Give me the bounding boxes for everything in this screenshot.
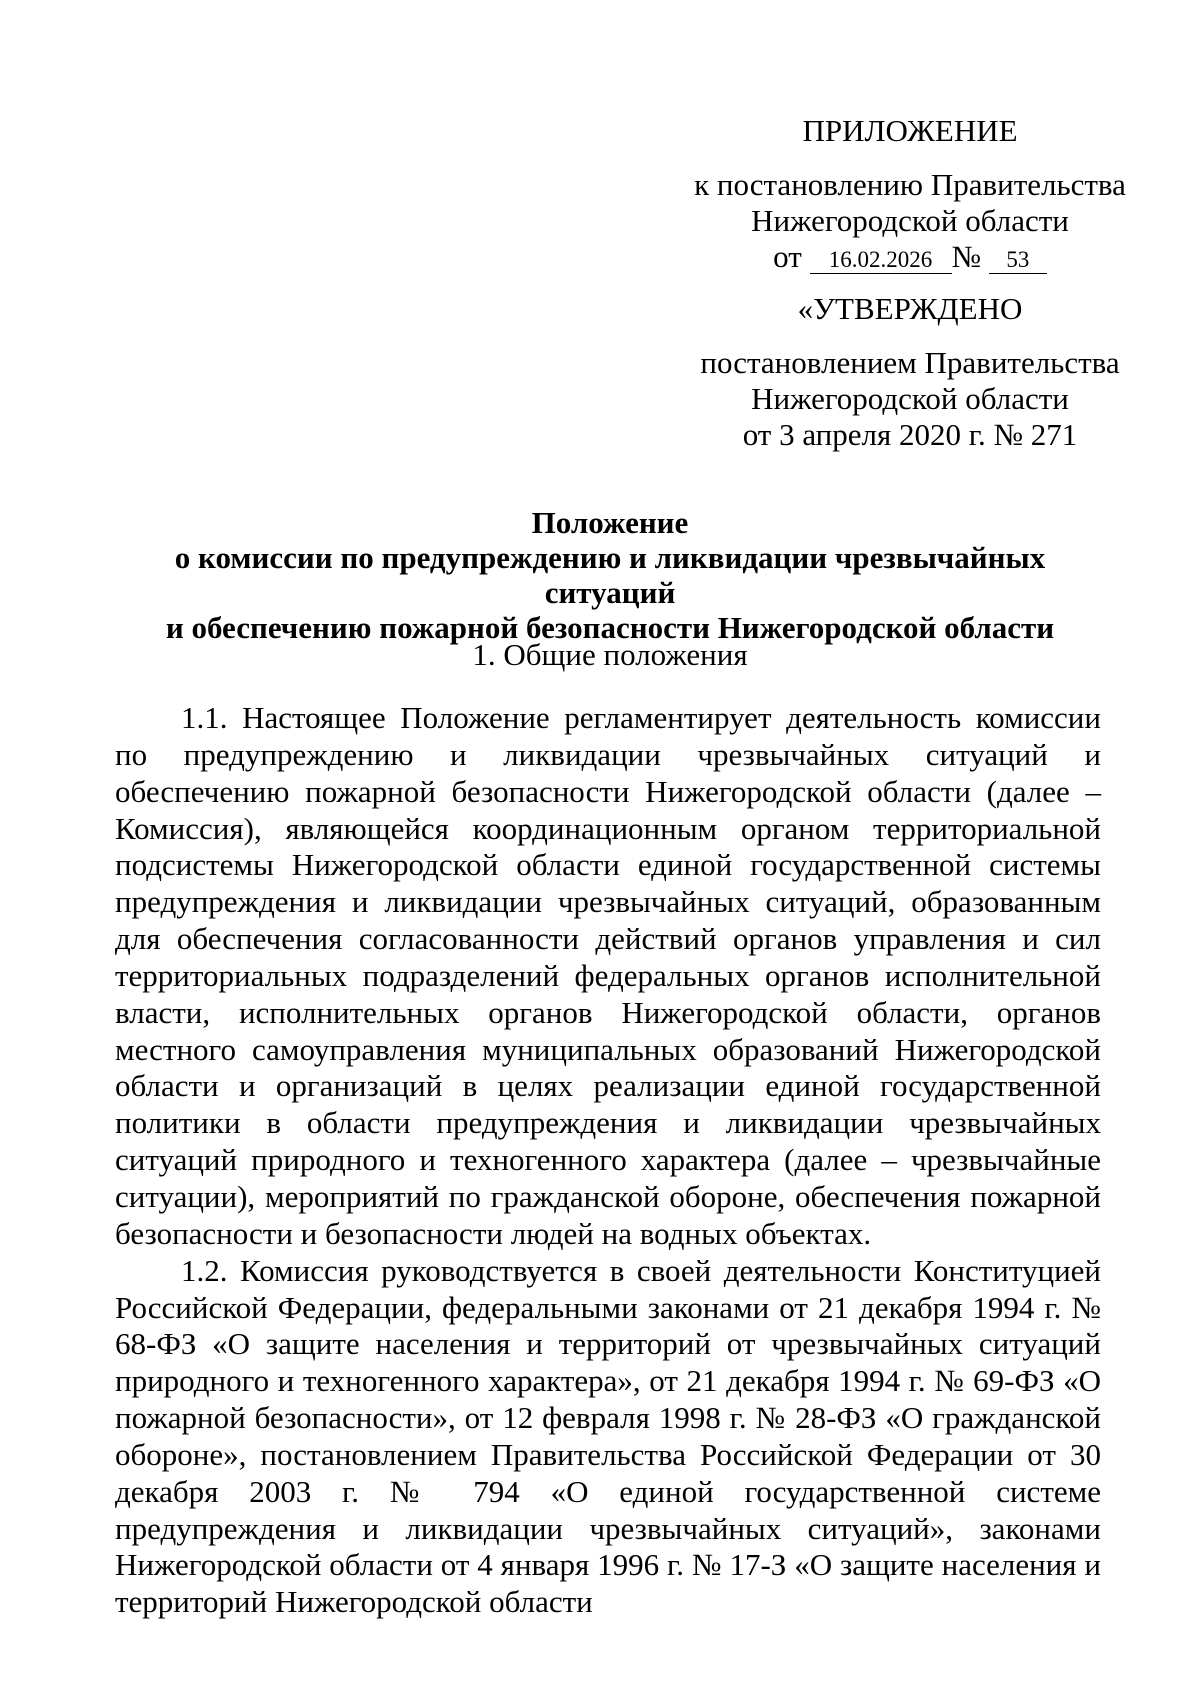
appendix-header bbox=[690, 113, 1130, 275]
appendix-reference bbox=[690, 239, 1130, 275]
appendix-number-sign: № bbox=[951, 239, 982, 274]
appendix-number-field: 53 bbox=[989, 247, 1047, 274]
document-title-line-1: Положение bbox=[531, 505, 689, 540]
paragraph-1-1 bbox=[115, 700, 1101, 1253]
paragraph-1-2 bbox=[115, 1253, 1101, 1621]
appendix-line-1: к постановлению Правительства bbox=[694, 167, 1126, 202]
paragraph-text: Настоящее Положение регламентирует деятельность комиссии по предупреждению и ликвидации чрезвычайных ситуаций и обеспечению пожарной безопасности Нижегородской области (далее – Комиссия), являющейся координационным органом территориальной подсистемы Нижегородской области единой государственной системы предупреждения и ликвидации чрезвычайных ситуаций, образованным для обеспечения согласованности действий органов управления и сил территориальных подразделений федеральных органов исполнительной власти, исполнительных органов Нижегородской области, органов местного самоуправления муниципальных образований Нижегородской области и организаций в целях реализации единой государственной политики в области предупреждения и ликвидации чрезвычайных ситуаций природного и техногенного характера (далее – чрезвычайные ситуации), мероприятий по гражданской обороне, обеспечения пожарной безопасности и безопасности людей на водных объектах. bbox=[115, 700, 1101, 1251]
document-title-line-3: и обеспечению пожарной безопасности Нижегородской области bbox=[165, 610, 1055, 645]
section-heading: 1. Общие положения bbox=[472, 637, 748, 672]
paragraph-label: 1.2. bbox=[181, 1252, 228, 1288]
approved-line-1: постановлением Правительства bbox=[700, 345, 1120, 380]
approved-line-3: от 3 апреля 2020 г. № 271 bbox=[742, 417, 1078, 452]
approved-title: «УТВЕРЖДЕНО bbox=[797, 291, 1023, 326]
document-title-line-2: о комиссии по предупреждению и ликвидации чрезвычайных ситуаций bbox=[174, 540, 1046, 610]
approved-line-2: Нижегородской области bbox=[751, 381, 1069, 416]
document-title bbox=[120, 505, 1100, 645]
document-body bbox=[115, 700, 1101, 1621]
paragraph-label: 1.1. bbox=[181, 700, 228, 735]
paragraph-text: Комиссия руководствуется в своей деятельности Конституцией Российской Федерации, федеральными законами от 21 декабря 1994 г. № 68-ФЗ «О защите населения и территорий от чрезвычайных ситуаций природного и техногенного характера», от 21 декабря 1994 г. № 69-ФЗ «О пожарной безопасности», от 12 февраля 1998 г. № 28-ФЗ «О гражданской обороне», постановлением Правительства Российской Федерации от 30 декабря 2003 г. № 794 «О единой государственной системе предупреждения и ликвидации чрезвычайных ситуаций», законами Нижегородской области от 4 января 1996 г. № 17-З «О защите населения и территорий Нижегородской области bbox=[115, 1252, 1102, 1620]
approved-stamp bbox=[690, 291, 1130, 453]
appendix-from-label: от bbox=[773, 239, 802, 274]
appendix-date-field: 16.02.2026 bbox=[810, 247, 952, 274]
appendix-title: ПРИЛОЖЕНИЕ bbox=[802, 113, 1018, 148]
appendix-line-2: Нижегородской области bbox=[751, 203, 1069, 238]
